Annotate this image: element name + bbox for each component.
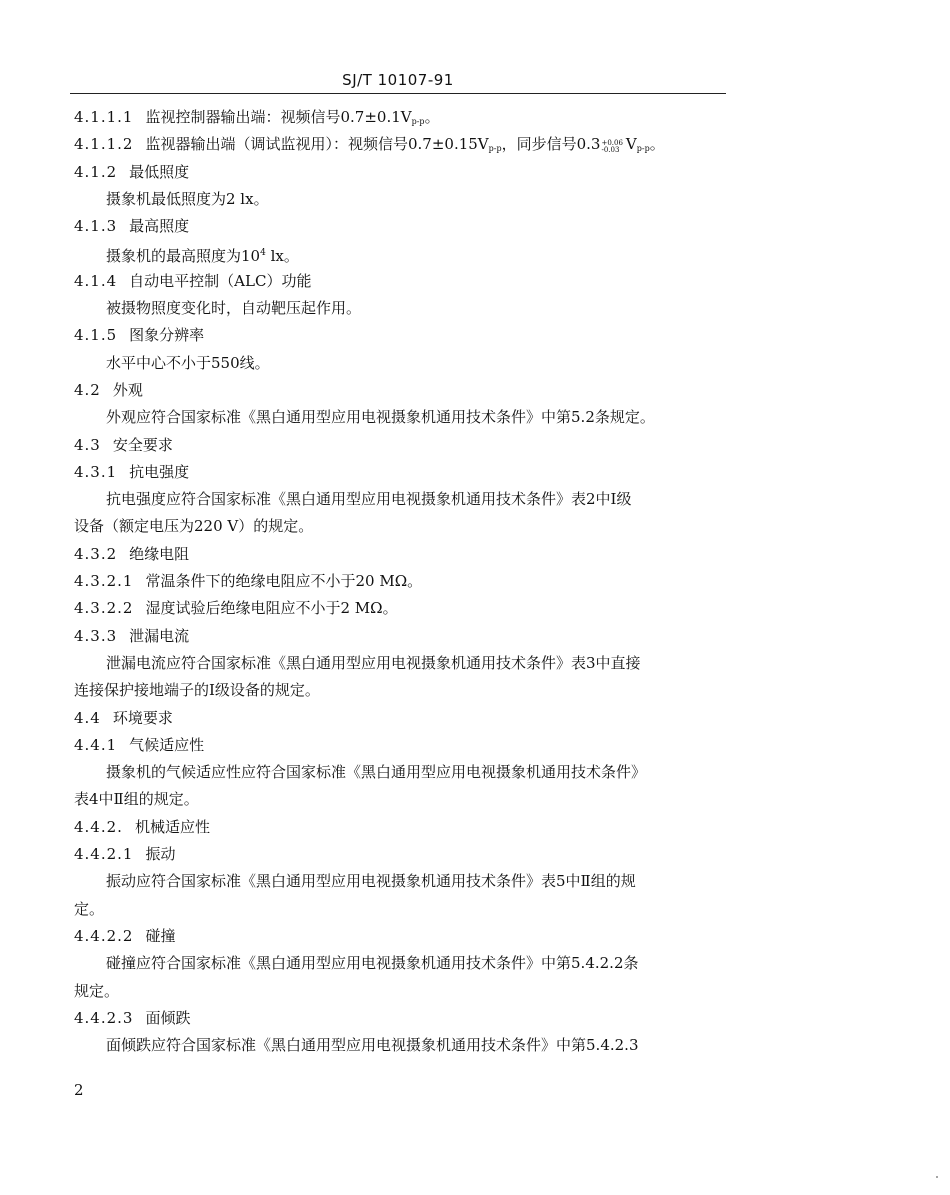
clause-body: 摄象机最低照度为2 lx。 — [106, 189, 269, 208]
clause-body: 抗电强度应符合国家标准《黑白通用型应用电视摄象机通用技术条件》表2中Ⅰ级 — [106, 490, 632, 509]
document-body — [74, 104, 724, 1059]
clause-heading: 4.1.5 图象分辨率 — [74, 326, 205, 345]
clause-item: 4.3.2.1 常温条件下的绝缘电阻应不小于20 MΩ。 — [74, 572, 423, 591]
clause-body: 水平中心不小于550线。 — [106, 353, 270, 372]
clause-item: 4.4.2.3 面倾跌 — [74, 1008, 191, 1027]
clause-item: 4.3.2.2 湿度试验后绝缘电阻应不小于2 MΩ。 — [74, 599, 398, 618]
clause-body-continued: 表4中Ⅱ组的规定。 — [74, 790, 199, 809]
clause-item: 4.4.2.2 碰撞 — [74, 926, 176, 945]
clause-4-1-1-2: 4.1.1.2 监视器输出端（调试监视用）：视频信号$0.7\pm 0.15V_{p-p}$，同步信号0.3 +0.06 -0.03 $V_{p-p}$。 — [74, 131, 724, 158]
clause-body: 被摄物照度变化时，自动靶压起作用。 — [106, 299, 362, 318]
section-heading: 4.3 安全要求 — [74, 435, 173, 454]
clause-body: 摄象机的最高照度为$10^4$ lx。 — [106, 247, 299, 266]
section-heading: 4.4 环境要求 — [74, 708, 173, 727]
header-divider — [70, 93, 726, 94]
clause-body: 外观应符合国家标准《黑白通用型应用电视摄象机通用技术条件》中第5.2条规定。 — [106, 408, 655, 427]
clause-body: 泄漏电流应符合国家标准《黑白通用型应用电视摄象机通用技术条件》表3中直接 — [106, 653, 641, 672]
clause-body-continued: 设备（额定电压为220 V）的规定。 — [74, 517, 314, 536]
clause-body-continued: 连接保护接地端子的Ⅰ级设备的规定。 — [74, 681, 320, 700]
clause-heading: 4.1.2 最低照度 — [74, 162, 190, 181]
clause-body: 面倾跌应符合国家标准《黑白通用型应用电视摄象机通用技术条件》中第5.4.2.3 — [106, 1036, 639, 1055]
section-heading: 4.2 外观 — [74, 380, 143, 399]
clause-body: 振动应符合国家标准《黑白通用型应用电视摄象机通用技术条件》表5中Ⅱ组的规 — [106, 872, 636, 891]
clause-body-continued: 规定。 — [74, 981, 120, 1000]
clause-item: 4.4.2.1 振动 — [74, 845, 176, 864]
clause-number: 4.1.1.2 — [74, 135, 134, 154]
clause-heading: 4.4.2. 机械适应性 — [74, 817, 210, 836]
clause-body-continued: 定。 — [74, 899, 105, 918]
clause-4-1-1-1: 4.1.1.1 监视控制器输出端：视频信号$0.7\pm 0.1V_{p-p}$。 — [74, 104, 724, 131]
clause-heading: 4.1.4 自动电平控制（ALC）功能 — [74, 271, 312, 290]
page-number: 2 — [74, 1081, 84, 1099]
tolerance: +0.06 -0.03 — [601, 139, 623, 155]
clause-body: 摄象机的气候适应性应符合国家标准《黑白通用型应用电视摄象机通用技术条件》 — [106, 763, 647, 782]
clause-heading: 4.3.2 绝缘电阻 — [74, 544, 190, 563]
clause-body: 碰撞应符合国家标准《黑白通用型应用电视摄象机通用技术条件》中第5.4.2.2条 — [106, 954, 639, 973]
clause-number: 4.1.1.1 — [74, 108, 134, 126]
standard-code-header: SJ/T 10107-91 — [342, 71, 454, 89]
clause-heading: 4.4.1 气候适应性 — [74, 735, 205, 754]
clause-heading: 4.1.3 最高照度 — [74, 217, 190, 236]
clause-heading: 4.3.1 抗电强度 — [74, 462, 190, 481]
scan-speck — [936, 1176, 938, 1178]
clause-heading: 4.3.3 泄漏电流 — [74, 626, 190, 645]
